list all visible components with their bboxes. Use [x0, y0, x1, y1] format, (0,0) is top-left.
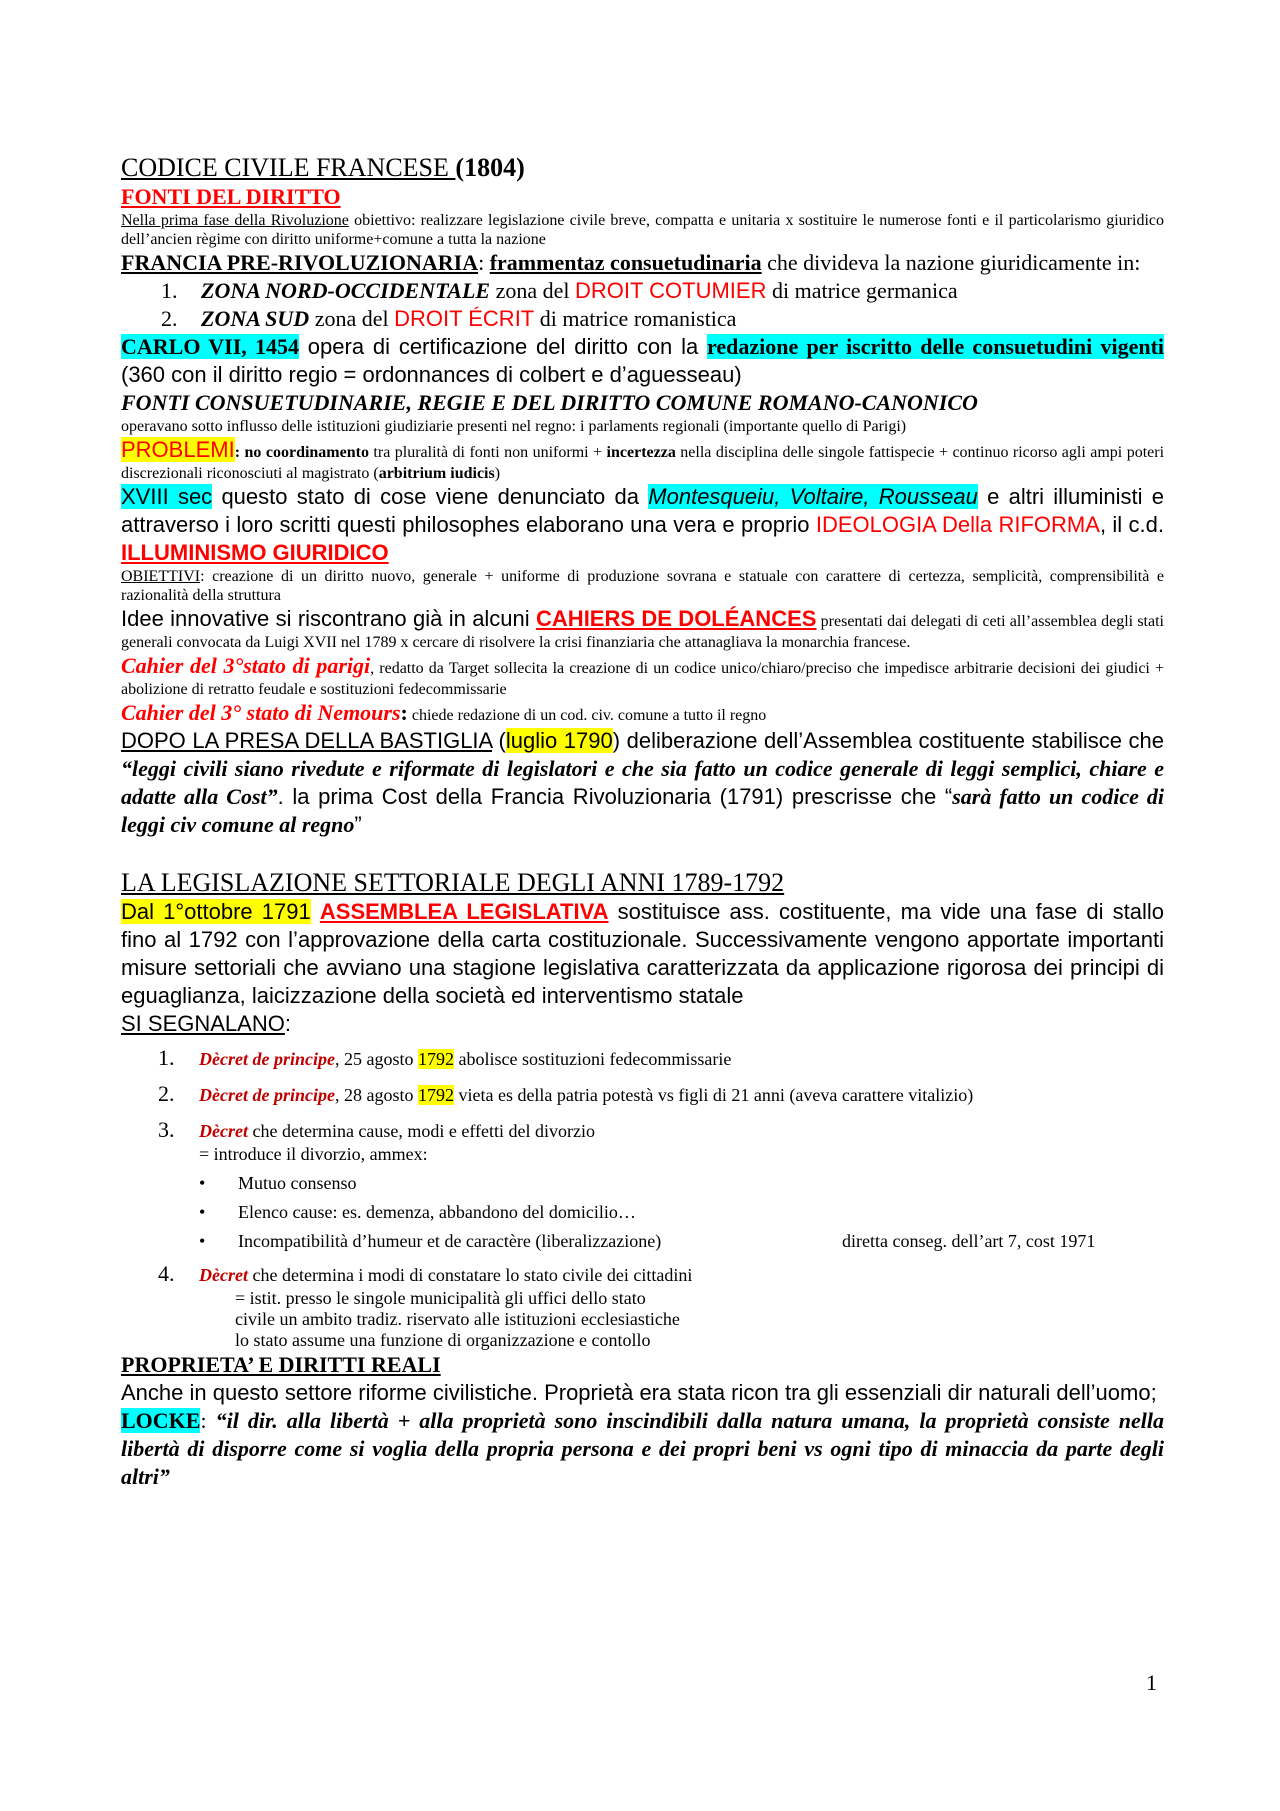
document-title — [121, 152, 1164, 183]
decret-item — [121, 1080, 1164, 1108]
decret-label: Dècret — [199, 1265, 248, 1285]
xviii-paragraph — [121, 483, 1164, 567]
bastiglia-quote-close: ” — [354, 812, 362, 837]
bullet-item — [121, 1173, 1164, 1194]
legislazione-heading: LA LEGISLAZIONE SETTORIALE DEGLI ANNI 1789-1792 — [121, 868, 785, 897]
obiettivi-paragraph — [121, 567, 1164, 605]
decret-date: , 28 agosto — [334, 1085, 418, 1105]
problemi-b3: arbitrium iudicis — [378, 465, 495, 482]
zone-droit: DROIT COTUMIER — [575, 278, 767, 303]
decret-text: che determina cause, modi e effetti del divorzio — [247, 1121, 596, 1141]
dal-space — [311, 899, 320, 924]
cahier-nemours-paragraph — [121, 699, 1164, 727]
problemi-label: PROBLEMI — [121, 437, 235, 462]
bastiglia-paragraph — [121, 727, 1164, 839]
francia-heading: FRANCIA PRE-RIVOLUZIONARIA — [121, 250, 479, 275]
francia-colon: : — [478, 250, 490, 275]
zone-name: ZONA NORD-OCCIDENTALE — [201, 278, 491, 303]
xviii-label: XVIII sec — [121, 484, 213, 509]
zone-pre: zona del — [309, 306, 395, 331]
decret4-line: = istit. presso le singole municipalità gli uffici dello stato — [235, 1288, 646, 1308]
segnalano-line — [121, 1010, 1164, 1038]
decret-label: Dècret de principe — [199, 1085, 335, 1105]
bastiglia-paren: ( — [492, 728, 506, 753]
proprieta-paragraph: Anche in questo settore riforme civilistiche. Proprietà era stata ricon tra gli essenziali dir naturali dell’uomo; — [121, 1380, 1157, 1405]
fonti-consuet-text: operavano sotto influsso delle istituzioni giudiziarie presenti nel regno: i parlaments regionali (importante quello di Parigi) — [121, 418, 907, 435]
decret-text: abolisce sostituzioni fedecommissarie — [453, 1049, 732, 1069]
bullet-icon: • — [199, 1202, 206, 1222]
divorce-note: diretta conseg. dell’art 7, cost 1971 — [842, 1231, 1096, 1251]
cahier-parigi-text: , redatto da Target sollecita la creazione di un codice unico/chiaro/preciso che impedisce arbitrarie decisioni dei giudici + abolizione di retratto feudale e sostituzioni fedecommissarie — [121, 660, 1165, 698]
locke-quote: “il dir. alla libertà + alla proprietà sono inscindibili dalla natura umana, la proprietà consiste nella libertà di disporre come si voglia della propria persona e dei propri beni vs ogni tipo di minaccia da parte degli altri” — [121, 1408, 1164, 1489]
problemi-t2: nella disciplina delle singole fattispecie + continuo ricorso agli ampi poteri discrezionali riconosciuti al magistrato ( — [121, 444, 1165, 482]
problemi-b2: incertezza — [606, 444, 676, 461]
carlo-key: redazione per iscritto delle consuetudini vigenti — [707, 334, 1165, 359]
list-number: 1. — [158, 1045, 175, 1070]
decret4-line: lo stato assume una funzione di organizzazione e contollo — [235, 1330, 651, 1350]
zone-item — [121, 305, 1164, 333]
bullet-icon: • — [199, 1231, 206, 1251]
xviii-t2: e altri illuministi e attraverso i loro scritti questi philosophes elaborano una vera e proprio — [121, 484, 1165, 537]
carlo-label: CARLO VII, 1454 — [121, 334, 299, 359]
cahier-parigi-label: Cahier del 3°stato di parigi — [121, 653, 371, 678]
segnalano-colon: : — [284, 1011, 291, 1036]
zone-droit: DROIT ÉCRIT — [394, 306, 535, 331]
idee-cahiers: CAHIERS DE DOLÉANCES — [536, 606, 817, 631]
title-year: (1804) — [455, 153, 525, 182]
bullet-text: Incompatibilità d’humeur et de caractère (liberalizzazione) — [238, 1231, 662, 1251]
zone-post: di matrice romanistica — [534, 306, 737, 331]
problemi-paragraph — [121, 436, 1164, 483]
list-number: 3. — [158, 1117, 175, 1142]
proprieta-heading: PROPRIETA’ E DIRITTI REALI — [121, 1352, 441, 1377]
bullet-text: Elenco cause: es. demenza, abbandono del domicilio… — [238, 1202, 636, 1222]
cahier-parigi-paragraph — [121, 652, 1164, 699]
decret-label: Dècret — [199, 1121, 248, 1141]
decret-year: 1792 — [417, 1049, 454, 1069]
dal-paragraph — [121, 898, 1164, 1010]
fonti-heading: FONTI DEL DIRITTO — [121, 184, 341, 209]
bullet-item — [121, 1231, 1164, 1252]
idee-t1: Idee innovative si riscontrano già in alcuni — [121, 606, 537, 631]
problemi-t3: ) — [494, 465, 501, 482]
locke-label: LOCKE — [121, 1408, 201, 1433]
obiettivi-text: : creazione di un diritto nuovo, generale + uniforme di produzione sovrana e statuale con carattere di certezza, semplicità, comprensibilità e razionalità della struttura — [121, 568, 1164, 604]
cahier-nemours-colon: : — [400, 700, 408, 725]
bastiglia-quote-open: “ — [944, 784, 953, 809]
list-number: 1. — [161, 278, 178, 303]
zone-post: di matrice germanica — [766, 278, 958, 303]
francia-key: frammentaz consuetudinaria — [489, 250, 762, 275]
decret3-sub: = introduce il divorzio, ammex: — [199, 1144, 428, 1164]
francia-rest: che divideva la nazione giuridicamente in: — [761, 250, 1141, 275]
cahier-nemours-label: Cahier del 3° stato di Nemours — [121, 700, 401, 725]
cahier-nemours-text: chiede redazione di un cod. civ. comune a tutto il regno — [407, 707, 767, 724]
zone-pre: zona del — [490, 278, 575, 303]
decret-date: , 25 agosto — [334, 1049, 418, 1069]
fonti-consuet-heading: FONTI CONSUETUDINARIE, REGIE E DEL DIRITTO COMUNE ROMANO-CANONICO — [121, 390, 978, 415]
intro-rest: obiettivo: realizzare legislazione civile breve, compatta e unitaria x sostituire le numerose fonti e il particolarismo giuridico dell’ancien règime con diritto uniforme+comune a tutta la nazione — [121, 212, 1164, 248]
list-number: 2. — [161, 306, 178, 331]
page-number: 1 — [1146, 1670, 1157, 1695]
decret-text: vieta es della patria potestà vs figli di 21 anni (aveva carattere vitalizio) — [453, 1085, 974, 1105]
dal-label: Dal 1°ottobre 1791 — [121, 899, 311, 924]
list-number: 2. — [158, 1081, 175, 1106]
problemi-colon: : — [234, 444, 245, 461]
francia-paragraph — [121, 249, 1164, 277]
bastiglia-label: DOPO LA PRESA DELLA BASTIGLIA — [121, 728, 493, 753]
decret-text: che determina i modi di constatare lo stato civile dei cittadini — [247, 1265, 693, 1285]
xviii-names: Montesqueiu, Voltaire, Rousseau — [648, 484, 978, 509]
decret-item — [121, 1116, 1164, 1144]
xviii-ideologia: IDEOLOGIA Della RIFORMA — [815, 512, 1100, 537]
idee-paragraph — [121, 605, 1164, 652]
decret-item — [121, 1260, 1164, 1288]
carlo-mid: opera di certificazione del diritto con la — [298, 334, 708, 359]
bullet-icon: • — [199, 1173, 206, 1193]
bastiglia-date: luglio 1790 — [505, 728, 613, 753]
document-body — [121, 152, 1164, 1491]
problemi-t1: tra pluralità di fonti non uniformi + — [368, 444, 607, 461]
bastiglia-t2: . la prima Cost della Francia Rivoluzionaria (1791) prescrisse che — [277, 784, 945, 809]
carlo-paragraph — [121, 333, 1164, 389]
dal-text: sostituisce ass. costituente, ma vide una fase di stallo fino al 1792 con l’approvazione della carta costituzionale. Successivamente vengono apportate importanti misure settoriali che avviano una stagione legislativa caratterizzata da applicazione rigorosa dei principi di eguaglianza, laicizzazione della società ed interventismo statale — [121, 899, 1164, 1008]
xviii-illuminismo: ILLUMINISMO GIURIDICO — [121, 540, 389, 565]
decret-label: Dècret de principe — [199, 1049, 335, 1069]
bastiglia-quote-1: “leggi civili siano rivedute e riformate di legislatori e che sia fatto un codice generale di leggi semplici, chiare e adatte alla Cost” — [121, 756, 1164, 809]
carlo-rest: (360 con il diritto regio = ordonnances di colbert e d’aguesseau) — [121, 362, 742, 387]
bastiglia-t1: ) deliberazione dell’Assemblea costituente stabilisce che — [612, 728, 1164, 753]
bullet-item — [121, 1202, 1164, 1223]
title-main: CODICE CIVILE FRANCESE — [121, 153, 456, 182]
locke-paragraph — [121, 1407, 1164, 1491]
intro-paragraph — [121, 211, 1164, 249]
segnalano-label: SI SEGNALANO — [121, 1011, 285, 1036]
dal-assemblea: ASSEMBLEA LEGISLATIVA — [319, 899, 609, 924]
decret-item — [121, 1044, 1164, 1072]
xviii-t1: questo stato di cose viene denunciato da — [212, 484, 649, 509]
list-number: 4. — [158, 1261, 175, 1286]
decret4-line: civile un ambito tradiz. riservato alle istituzioni ecclesiastiche — [235, 1309, 680, 1329]
problemi-b1: no coordinamento — [244, 444, 369, 461]
bullet-text: Mutuo consenso — [238, 1173, 357, 1193]
idee-t2: presentati dai delegati di ceti all’assemblea degli stati generali convocata da Luigi XVII nel 1789 x cercare di risolvere la crisi finanziaria che attanagliava la monarchia francese. — [121, 613, 1164, 651]
obiettivi-label: OBIETTIVI — [121, 568, 201, 585]
xviii-t3: , il c.d. — [1099, 512, 1164, 537]
bastiglia-quote-2: sarà fatto un codice di leggi civ comune al regno — [121, 784, 1164, 837]
decret-year: 1792 — [417, 1085, 454, 1105]
intro-underlined: Nella prima fase della Rivoluzione — [121, 212, 349, 229]
zone-name: ZONA SUD — [201, 306, 310, 331]
locke-colon: : — [200, 1408, 216, 1433]
zone-item — [121, 277, 1164, 305]
